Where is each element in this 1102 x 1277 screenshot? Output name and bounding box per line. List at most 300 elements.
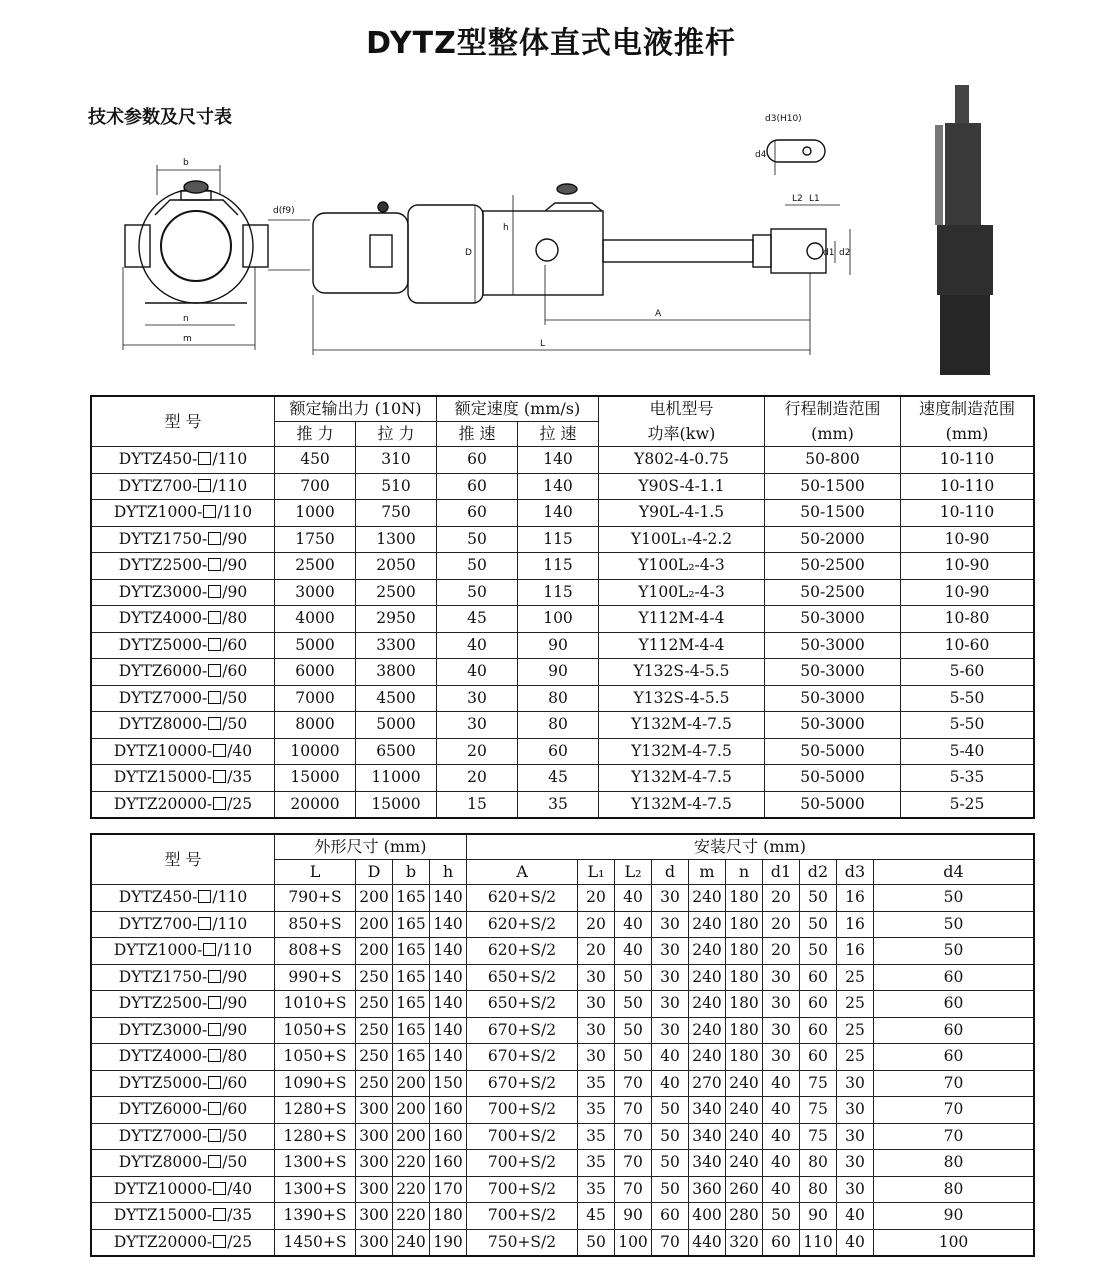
table-cell: 10-110 — [901, 473, 1035, 500]
label-d-f9: d(f9) — [273, 206, 295, 216]
table-row — [91, 738, 1034, 765]
table-cell: 250 — [356, 1017, 393, 1044]
table-cell: Y132S-4-5.5 — [599, 685, 765, 712]
table-cell: 140 — [430, 964, 467, 991]
table-cell: 340 — [689, 1123, 726, 1150]
table-cell: 15 — [437, 791, 518, 818]
table-cell: 2500 — [275, 553, 356, 580]
table-cell: 620+S/2 — [467, 938, 578, 965]
placeholder-box-icon — [208, 1076, 221, 1089]
label-L1: L1 — [809, 194, 820, 204]
model-cell: DYTZ10000- /40 — [91, 1176, 275, 1203]
model-cell: DYTZ3000- /90 — [91, 1017, 275, 1044]
table-cell: 180 — [726, 938, 763, 965]
table-cell: 50 — [800, 938, 837, 965]
table-cell: Y802-4-0.75 — [599, 447, 765, 474]
table-cell: 50 — [437, 526, 518, 553]
table-cell: 90 — [800, 1203, 837, 1230]
table-cell: 200 — [393, 1123, 430, 1150]
table-cell: 50-3000 — [765, 712, 901, 739]
table-cell: 20 — [578, 938, 615, 965]
table-row — [91, 964, 1034, 991]
table-cell: 340 — [689, 1097, 726, 1124]
table-cell: 30 — [837, 1150, 874, 1177]
table-cell: 1050+S — [275, 1044, 356, 1071]
th-model: 型 号 — [91, 396, 275, 447]
th-push-speed: 推 速 — [437, 422, 518, 447]
table-cell: 30 — [652, 911, 689, 938]
th2-col: L₁ — [578, 860, 615, 885]
table-cell: 1050+S — [275, 1017, 356, 1044]
table-cell: 60 — [437, 447, 518, 474]
model-cell: DYTZ4000- /80 — [91, 1044, 275, 1071]
table-cell: Y132M-4-7.5 — [599, 738, 765, 765]
model-cell: DYTZ450- /110 — [91, 885, 275, 912]
model-cell: DYTZ700- /110 — [91, 473, 275, 500]
table-cell: 30 — [837, 1097, 874, 1124]
table-cell: 25 — [837, 1017, 874, 1044]
table-cell: 10-60 — [901, 632, 1035, 659]
table-cell: 16 — [837, 911, 874, 938]
table-cell: 16 — [837, 938, 874, 965]
label-b: b — [183, 158, 189, 168]
table-cell: 700+S/2 — [467, 1176, 578, 1203]
placeholder-box-icon — [203, 505, 216, 518]
table-cell: 990+S — [275, 964, 356, 991]
label-A: A — [655, 309, 662, 319]
model-cell: DYTZ20000- /25 — [91, 1229, 275, 1256]
model-cell: DYTZ6000- /60 — [91, 659, 275, 686]
table-cell: 200 — [356, 938, 393, 965]
table-cell: 40 — [763, 1150, 800, 1177]
table-row — [91, 938, 1034, 965]
placeholder-box-icon — [208, 585, 221, 598]
table-cell: 20 — [763, 885, 800, 912]
table-cell: 40 — [763, 1097, 800, 1124]
table-row — [91, 765, 1034, 792]
table-cell: 20 — [437, 738, 518, 765]
table-cell: 180 — [726, 1017, 763, 1044]
table-cell: 60 — [874, 991, 1035, 1018]
placeholder-box-icon — [213, 1235, 226, 1248]
table-row — [91, 1229, 1034, 1256]
table-cell: 140 — [518, 473, 599, 500]
table-cell: 50 — [437, 579, 518, 606]
model-cell: DYTZ15000- /35 — [91, 765, 275, 792]
table-cell: 50-3000 — [765, 606, 901, 633]
table-cell: 150 — [430, 1070, 467, 1097]
table-cell: 35 — [578, 1150, 615, 1177]
table-row — [91, 1044, 1034, 1071]
table-cell: 310 — [356, 447, 437, 474]
table-cell: 50 — [615, 1044, 652, 1071]
table-cell: 40 — [652, 1070, 689, 1097]
table-cell: Y90S-4-1.1 — [599, 473, 765, 500]
model-cell: DYTZ8000- /50 — [91, 712, 275, 739]
table-cell: 165 — [393, 991, 430, 1018]
table-cell: 50 — [763, 1203, 800, 1230]
placeholder-box-icon — [208, 611, 221, 624]
table-cell: 50-3000 — [765, 659, 901, 686]
table-cell: 50 — [874, 938, 1035, 965]
table-cell: 115 — [518, 526, 599, 553]
th2-col: d — [652, 860, 689, 885]
table-cell: 80 — [518, 712, 599, 739]
table-cell: 60 — [800, 1044, 837, 1071]
placeholder-box-icon — [208, 970, 221, 983]
label-h: h — [503, 223, 509, 233]
label-d3: d3(H10) — [765, 114, 802, 124]
table-cell: 270 — [689, 1070, 726, 1097]
table-cell: 190 — [430, 1229, 467, 1256]
table-cell: 40 — [837, 1203, 874, 1230]
th2-col: D — [356, 860, 393, 885]
table-cell: 240 — [689, 964, 726, 991]
placeholder-box-icon — [213, 1182, 226, 1195]
table-cell: 30 — [652, 964, 689, 991]
table-cell: 50 — [615, 991, 652, 1018]
table-cell: 50 — [652, 1097, 689, 1124]
table-cell: 10000 — [275, 738, 356, 765]
model-cell: DYTZ1750- /90 — [91, 526, 275, 553]
table-cell: 50-5000 — [765, 738, 901, 765]
th2-col: d3 — [837, 860, 874, 885]
table-cell: 670+S/2 — [467, 1044, 578, 1071]
table-cell: 40 — [837, 1229, 874, 1256]
table-cell: 70 — [615, 1123, 652, 1150]
model-cell: DYTZ1750- /90 — [91, 964, 275, 991]
table-cell: 60 — [874, 1017, 1035, 1044]
table-row — [91, 1176, 1034, 1203]
table-cell: 240 — [689, 911, 726, 938]
dimension-drawing — [95, 95, 855, 370]
product-photo — [925, 85, 1005, 375]
table-row — [91, 1150, 1034, 1177]
table-cell: 750 — [356, 500, 437, 527]
table-cell: 90 — [518, 632, 599, 659]
table-cell: 6000 — [275, 659, 356, 686]
model-cell: DYTZ7000- /50 — [91, 685, 275, 712]
table-cell: 4000 — [275, 606, 356, 633]
placeholder-box-icon — [198, 890, 211, 903]
table-cell: 340 — [689, 1150, 726, 1177]
table-cell: 30 — [652, 885, 689, 912]
table-cell: 30 — [578, 1017, 615, 1044]
table-cell: 35 — [578, 1097, 615, 1124]
page-title: DYTZ型整体直式电液推杆 — [366, 26, 736, 61]
table-cell: 2050 — [356, 553, 437, 580]
table-cell: 180 — [430, 1203, 467, 1230]
table-cell: 100 — [518, 606, 599, 633]
table-row — [91, 1203, 1034, 1230]
table-cell: 11000 — [356, 765, 437, 792]
table-row — [91, 473, 1034, 500]
table-cell: 100 — [615, 1229, 652, 1256]
placeholder-box-icon — [203, 943, 216, 956]
table-cell: 1280+S — [275, 1123, 356, 1150]
table-cell: 5-25 — [901, 791, 1035, 818]
placeholder-box-icon — [208, 1102, 221, 1115]
table-cell: 165 — [393, 911, 430, 938]
placeholder-box-icon — [208, 1049, 221, 1062]
table-cell: 180 — [726, 911, 763, 938]
placeholder-box-icon — [198, 452, 211, 465]
table-cell: 50 — [874, 885, 1035, 912]
table-cell: 30 — [652, 991, 689, 1018]
placeholder-box-icon — [208, 996, 221, 1009]
table-cell: 30 — [837, 1070, 874, 1097]
table-cell: 100 — [874, 1229, 1035, 1256]
table-cell: 250 — [356, 1070, 393, 1097]
table-cell: 50 — [615, 964, 652, 991]
th2-col: d2 — [800, 860, 837, 885]
table-cell: 140 — [518, 500, 599, 527]
table-cell: 75 — [800, 1123, 837, 1150]
table-cell: 620+S/2 — [467, 911, 578, 938]
table-cell: 160 — [430, 1150, 467, 1177]
table-cell: 20 — [578, 885, 615, 912]
table-row — [91, 659, 1034, 686]
table-cell: 700+S/2 — [467, 1150, 578, 1177]
table-cell: 30 — [837, 1123, 874, 1150]
placeholder-box-icon — [198, 479, 211, 492]
table-cell: 1450+S — [275, 1229, 356, 1256]
th-pull: 拉 力 — [356, 422, 437, 447]
table-row — [91, 579, 1034, 606]
table-cell: 5000 — [275, 632, 356, 659]
label-n: n — [183, 314, 189, 324]
th2-col: d1 — [763, 860, 800, 885]
table-cell: 20 — [763, 911, 800, 938]
table-cell: 300 — [356, 1150, 393, 1177]
table-cell: 35 — [578, 1176, 615, 1203]
th-pull-speed: 拉 速 — [518, 422, 599, 447]
model-cell: DYTZ450- /110 — [91, 447, 275, 474]
table-cell: 60 — [800, 991, 837, 1018]
table-cell: 25 — [837, 964, 874, 991]
table-cell: 1750 — [275, 526, 356, 553]
th2-col: h — [430, 860, 467, 885]
table-cell: 300 — [356, 1229, 393, 1256]
table-cell: 60 — [800, 964, 837, 991]
table-cell: 30 — [763, 991, 800, 1018]
model-cell: DYTZ6000- /60 — [91, 1097, 275, 1124]
table-cell: 165 — [393, 938, 430, 965]
table-row — [91, 791, 1034, 818]
table-cell: 80 — [800, 1176, 837, 1203]
table-cell: 400 — [689, 1203, 726, 1230]
table-cell: 200 — [356, 911, 393, 938]
table-cell: 5-40 — [901, 738, 1035, 765]
table-cell: 40 — [615, 911, 652, 938]
table-cell: 50 — [800, 911, 837, 938]
table-cell: 70 — [652, 1229, 689, 1256]
table-row — [91, 712, 1034, 739]
table-cell: 650+S/2 — [467, 964, 578, 991]
table-cell: 165 — [393, 1044, 430, 1071]
model-cell: DYTZ700- /110 — [91, 911, 275, 938]
th2-col: m — [689, 860, 726, 885]
table-cell: 1300+S — [275, 1176, 356, 1203]
table-cell: 45 — [437, 606, 518, 633]
table-cell: 700 — [275, 473, 356, 500]
table-cell: 40 — [437, 659, 518, 686]
table-cell: 160 — [430, 1123, 467, 1150]
table-cell: 50-3000 — [765, 685, 901, 712]
table-cell: 50 — [615, 1017, 652, 1044]
placeholder-box-icon — [208, 558, 221, 571]
table-cell: 50-2500 — [765, 579, 901, 606]
th2-model: 型 号 — [91, 834, 275, 885]
table-cell: 60 — [437, 473, 518, 500]
table-cell: 140 — [430, 1017, 467, 1044]
placeholder-box-icon — [208, 1023, 221, 1036]
label-d1: d1 — [823, 248, 835, 258]
table-cell: 50-5000 — [765, 765, 901, 792]
table-row — [91, 911, 1034, 938]
table-cell: 40 — [763, 1176, 800, 1203]
table-cell: 30 — [578, 991, 615, 1018]
table-cell: 360 — [689, 1176, 726, 1203]
table-cell: 20000 — [275, 791, 356, 818]
table-cell: 240 — [689, 938, 726, 965]
th-stroke-unit: (mm) — [765, 422, 901, 447]
table-cell: 50 — [652, 1150, 689, 1177]
model-cell: DYTZ4000- /80 — [91, 606, 275, 633]
table-cell: 180 — [726, 964, 763, 991]
model-cell: DYTZ1000- /110 — [91, 938, 275, 965]
label-L2: L2 — [792, 194, 803, 204]
table-cell: 240 — [689, 1017, 726, 1044]
table-cell: 320 — [726, 1229, 763, 1256]
table-cell: 75 — [800, 1070, 837, 1097]
table-row — [91, 685, 1034, 712]
table-row — [91, 1123, 1034, 1150]
table-cell: 160 — [430, 1097, 467, 1124]
table-cell: 750+S/2 — [467, 1229, 578, 1256]
placeholder-box-icon — [208, 717, 221, 730]
label-d2: d2 — [839, 248, 851, 258]
placeholder-box-icon — [208, 1129, 221, 1142]
table-cell: 700+S/2 — [467, 1097, 578, 1124]
table-cell: 240 — [726, 1070, 763, 1097]
model-cell: DYTZ1000- /110 — [91, 500, 275, 527]
table-cell: 50 — [652, 1176, 689, 1203]
table-cell: 280 — [726, 1203, 763, 1230]
placeholder-box-icon — [208, 1155, 221, 1168]
table-cell: 3300 — [356, 632, 437, 659]
table-cell: 80 — [800, 1150, 837, 1177]
table-row — [91, 1097, 1034, 1124]
th-force: 额定输出力 (10N) — [275, 396, 437, 422]
table-cell: 240 — [689, 1044, 726, 1071]
table-cell: 140 — [430, 885, 467, 912]
table-cell: 850+S — [275, 911, 356, 938]
table-cell: 200 — [393, 1070, 430, 1097]
table-cell: 10-90 — [901, 553, 1035, 580]
model-cell: DYTZ5000- /60 — [91, 632, 275, 659]
th2-col: A — [467, 860, 578, 885]
table-cell: Y132M-4-7.5 — [599, 791, 765, 818]
table-cell: 260 — [726, 1176, 763, 1203]
table-cell: 50-1500 — [765, 500, 901, 527]
table-cell: Y100L₂-4-3 — [599, 553, 765, 580]
table-cell: 70 — [874, 1070, 1035, 1097]
placeholder-box-icon — [208, 691, 221, 704]
table-cell: 30 — [652, 1017, 689, 1044]
table-cell: 60 — [652, 1203, 689, 1230]
table-row — [91, 1070, 1034, 1097]
table-cell: 5-50 — [901, 685, 1035, 712]
table-cell: 165 — [393, 1017, 430, 1044]
table-cell: 440 — [689, 1229, 726, 1256]
table-cell: 70 — [615, 1097, 652, 1124]
table-cell: 50-800 — [765, 447, 901, 474]
table-cell: 240 — [689, 991, 726, 1018]
label-d4: d4 — [755, 150, 767, 160]
table-cell: 30 — [652, 938, 689, 965]
section-subtitle: 技术参数及尺寸表 — [88, 107, 232, 128]
table-row — [91, 526, 1034, 553]
model-cell: DYTZ5000- /60 — [91, 1070, 275, 1097]
table-cell: 240 — [726, 1123, 763, 1150]
table-cell: 115 — [518, 579, 599, 606]
table-cell: 40 — [763, 1123, 800, 1150]
table-cell: 25 — [837, 1044, 874, 1071]
table-cell: 70 — [874, 1097, 1035, 1124]
table-cell: 1280+S — [275, 1097, 356, 1124]
table-cell: 40 — [652, 1044, 689, 1071]
table-cell: 5-50 — [901, 712, 1035, 739]
model-cell: DYTZ2500- /90 — [91, 991, 275, 1018]
table-cell: 15000 — [275, 765, 356, 792]
table-cell: 45 — [578, 1203, 615, 1230]
table-cell: 60 — [874, 964, 1035, 991]
table-cell: Y112M-4-4 — [599, 606, 765, 633]
table-cell: 90 — [518, 659, 599, 686]
table-cell: 140 — [430, 938, 467, 965]
table-cell: 620+S/2 — [467, 885, 578, 912]
table-cell: 30 — [837, 1176, 874, 1203]
table-cell: 140 — [430, 1044, 467, 1071]
table-cell: 650+S/2 — [467, 991, 578, 1018]
th-motor: 电机型号 — [599, 396, 765, 422]
table-cell: 2500 — [356, 579, 437, 606]
table-cell: 300 — [356, 1097, 393, 1124]
table-cell: 240 — [726, 1097, 763, 1124]
table-cell: 1010+S — [275, 991, 356, 1018]
model-cell: DYTZ10000- /40 — [91, 738, 275, 765]
table-cell: 200 — [356, 885, 393, 912]
table-cell: Y90L-4-1.5 — [599, 500, 765, 527]
th2-col: L — [275, 860, 356, 885]
table-cell: 3000 — [275, 579, 356, 606]
table-cell: 180 — [726, 885, 763, 912]
table-row — [91, 1017, 1034, 1044]
table-cell: 50 — [578, 1229, 615, 1256]
table-cell: 2950 — [356, 606, 437, 633]
table-cell: Y100L₂-4-3 — [599, 579, 765, 606]
table-cell: 50 — [652, 1123, 689, 1150]
table-cell: 4500 — [356, 685, 437, 712]
table-cell: 10-110 — [901, 447, 1035, 474]
table-cell: 20 — [763, 938, 800, 965]
table-row — [91, 885, 1034, 912]
placeholder-box-icon — [213, 1208, 226, 1221]
table-cell: 250 — [356, 991, 393, 1018]
table-cell: 180 — [726, 1044, 763, 1071]
table-cell: 6500 — [356, 738, 437, 765]
